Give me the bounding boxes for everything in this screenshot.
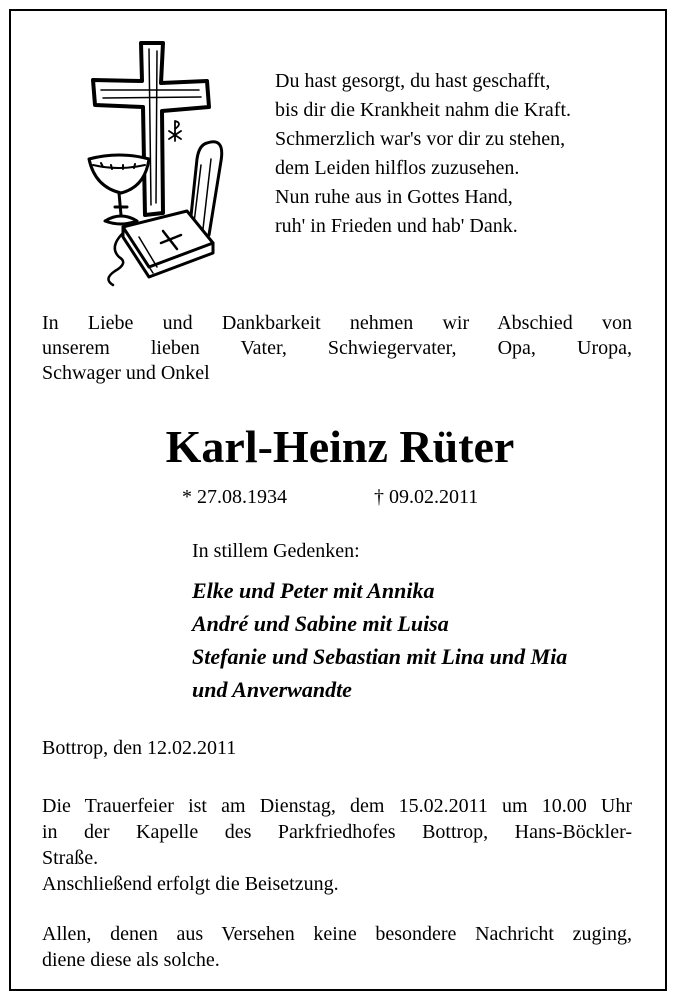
poem-line: Nun ruhe aus in Gottes Hand, [275, 186, 513, 208]
funeral-line: Die Trauerfeier ist am Dienstag, dem 15.02.2011 um 10.00 Uhr [42, 795, 632, 817]
funeral-line: Anschließend erfolgt die Beisetzung. [42, 873, 339, 895]
farewell-intro [42, 311, 632, 386]
obituary-notice [9, 9, 667, 991]
cross-chalice-bible-illustration [79, 35, 229, 287]
poem-line: bis dir die Krankheit nahm die Kraft. [275, 99, 572, 121]
intro-line: unserem lieben Vater, Schwiegervater, Opa, Uropa, [42, 337, 632, 359]
notification-notice [42, 921, 632, 973]
place-and-date: Bottrop, den 12.02.2011 [42, 737, 237, 759]
death-date: † 09.02.2011 [374, 486, 479, 508]
mourner-line: und Anverwandte [192, 677, 352, 702]
deceased-name: Karl-Heinz Rüter [165, 421, 515, 472]
poem [275, 67, 571, 241]
birth-date: * 27.08.1934 [182, 486, 287, 508]
mourner-line: André und Sabine mit Luisa [192, 611, 449, 636]
poem-line: Schmerzlich war's vor dir zu stehen, [275, 128, 566, 150]
mourners-heading: In stillem Gedenken: [192, 540, 360, 562]
funeral-info [42, 793, 632, 897]
mourner-line: Elke und Peter mit Annika [192, 578, 435, 603]
funeral-line: in der Kapelle des Parkfriedhofes Bottrop, Hans-Böckler- [42, 821, 632, 843]
chalice-icon [89, 155, 149, 224]
poem-line: Du hast gesorgt, du hast geschafft, [275, 70, 551, 92]
funeral-line: Straße. [42, 847, 99, 869]
chi-rho-icon [169, 121, 181, 141]
poem-line: dem Leiden hilflos zuzusehen. [275, 157, 520, 179]
intro-line: Schwager und Onkel [42, 362, 210, 384]
intro-line: In Liebe und Dankbarkeit nehmen wir Abschied von [42, 312, 632, 334]
poem-line: ruh' in Frieden und hab' Dank. [275, 215, 518, 237]
mourner-line: Stefanie und Sebastian mit Lina und Mia [192, 644, 568, 669]
notice-line: diene diese als solche. [42, 949, 220, 971]
ribbon-icon [108, 233, 123, 285]
notice-line: Allen, denen aus Versehen keine besondere Nachricht zuging, [42, 923, 632, 945]
mourners-list [192, 574, 567, 706]
